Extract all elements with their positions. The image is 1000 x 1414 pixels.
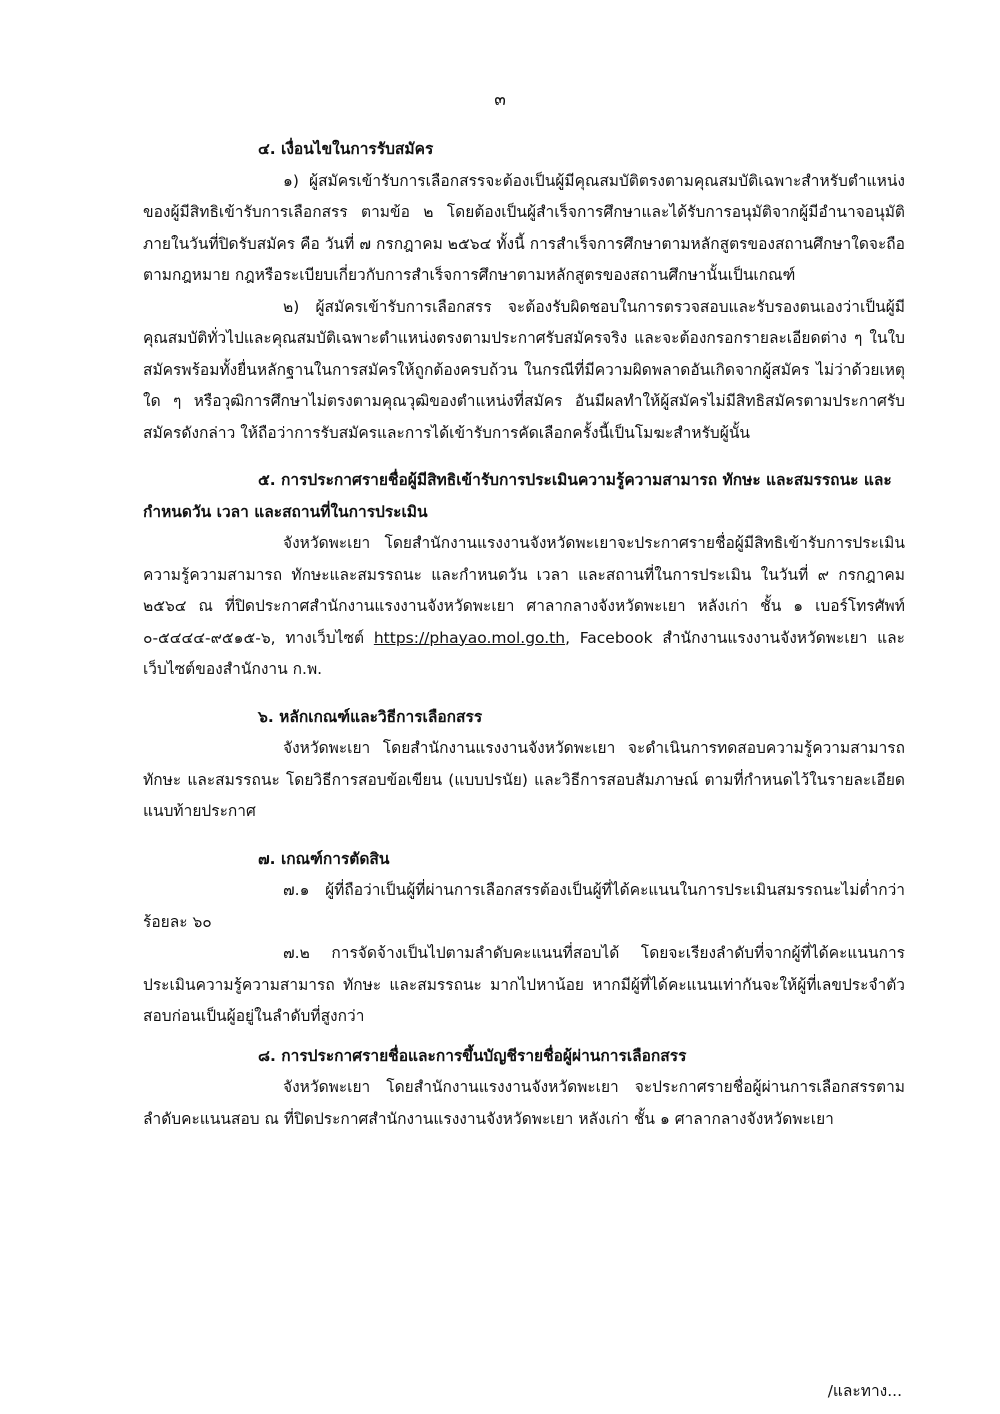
- section-7-paragraph-2: ๗.๒ การจัดจ้างเป็นไปตามลำดับคะแนนที่สอบได้ โดยจะเรียงลำดับที่จากผู้ที่ได้คะแนนการประเมินความรู้ความสามารถ ทักษะ และสมรรถนะ มากไปหาน้อย หากมีผู้ที่ได้คะแนนเท่ากันจะให้ผู้ที่เลขประจำตัวสอบก่อนเป็นผู้อยู่ในลำดับที่สูงกว่า: [143, 944, 905, 1025]
- section-5-heading: ๕. การประกาศรายชื่อผู้มีสิทธิเข้ารับการประเมินความรู้ความสามารถ ทักษะ และสมรรถนะ และกำหนดวัน เวลา และสถานที่ในการประเมิน: [143, 471, 892, 521]
- section-8-paragraph-1: จังหวัดพะเยา โดยสำนักงานแรงงานจังหวัดพะเยา จะประกาศรายชื่อผู้ผ่านการเลือกสรรตามลำดับคะแนนสอบ ณ ที่ปิดประกาศสำนักงานแรงงานจังหวัดพะเยา หลังเก่า ชั้น ๑ ศาลากลางจังหวัดพะเยา: [143, 1078, 905, 1128]
- section-7-paragraph-1: ๗.๑ ผู้ที่ถือว่าเป็นผู้ที่ผ่านการเลือกสรรต้องเป็นผู้ที่ได้คะแนนในการประเมินสมรรถนะไม่ต่ำกว่าร้อยละ ๖๐: [143, 881, 905, 931]
- document-body: [143, 134, 905, 1135]
- section-4-paragraph-1: ๑) ผู้สมัครเข้ารับการเลือกสรรจะต้องเป็นผู้มีคุณสมบัติตรงตามคุณสมบัติเฉพาะสำหรับตำแหน่งของผู้มีสิทธิเข้ารับการเลือกสรร ตามข้อ ๒ โดยต้องเป็นผู้สำเร็จการศึกษาและได้รับการอนุมัติจากผู้มีอำนาจอนุมัติภายในวันที่ปิดรับสมัคร คือ วันที่ ๗ กรกฎาคม ๒๕๖๔ ทั้งนี้ การสำเร็จการศึกษาตามหลักสูตรของสถานศึกษาใดจะถือตามกฎหมาย กฎหรือระเบียบเกี่ยวกับการสำเร็จการศึกษาตามหลักสูตรของสถานศึกษานั้นเป็นเกณฑ์: [143, 171, 905, 284]
- section-6-paragraph-1: จังหวัดพะเยา โดยสำนักงานแรงงานจังหวัดพะเยา จะดำเนินการทดสอบความรู้ความสามารถ ทักษะ และสมรรถนะ โดยวิธีการสอบข้อเขียน (แบบปรนัย) และวิธีการสอบสัมภาษณ์ ตามที่กำหนดไว้ในรายละเอียดแนบท้ายประกาศ: [143, 739, 905, 820]
- page-number: ๓: [494, 90, 506, 110]
- section-5-text-after-link: , Facebook สำนักงานแรงงานจังหวัดพะเยา และเว็บไซต์ของสำนักงาน ก.พ.: [143, 628, 905, 678]
- section-5-text-before-link: จังหวัดพะเยา โดยสำนักงานแรงงานจังหวัดพะเยาจะประกาศรายชื่อผู้มีสิทธิเข้ารับการประเมินความรู้ความสามารถ ทักษะและสมรรถนะ และกำหนดวัน เวลา และสถานที่ในการประเมิน ในวันที่ ๙ กรกฎาคม ๒๕๖๔ ณ ที่ปิดประกาศสำนักงานแรงงานจังหวัดพะเยา ศาลากลางจังหวัดพะเยา หลังเก่า ชั้น ๑ เบอร์โทรศัพท์ ๐-๕๔๔๔-๙๕๑๕-๖, ทางเว็บไซต์: [143, 534, 905, 647]
- section-5-paragraph-1: [143, 528, 905, 686]
- section-4-heading: ๔. เงื่อนไขในการรับสมัคร: [258, 140, 434, 158]
- section-4-paragraph-2: ๒) ผู้สมัครเข้ารับการเลือกสรร จะต้องรับผิดชอบในการตรวจสอบและรับรองตนเองว่าเป็นผู้มีคุณสมบัติทั่วไปและคุณสมบัติเฉพาะตำแหน่งตรงตามประกาศรับสมัครจริง และจะต้องกรอกรายละเอียดต่าง ๆ ในใบสมัครพร้อมทั้งยื่นหลักฐานในการสมัครให้ถูกต้องครบถ้วน ในกรณีที่มีความผิดพลาดอันเกิดจากผู้สมัคร ไม่ว่าด้วยเหตุใด ๆ หรือวุฒิการศึกษาไม่ตรงตามคุณวุฒิของตำแหน่งที่สมัคร อันมีผลทำให้ผู้สมัครไม่มีสิทธิสมัครตามประกาศรับสมัครดังกล่าว ให้ถือว่าการรับสมัครและการได้เข้ารับการคัดเลือกครั้งนี้เป็นโมฆะสำหรับผู้นั้น: [143, 297, 905, 442]
- continuation-marker: /และทาง...: [827, 1382, 902, 1400]
- website-link[interactable]: https://phayao.mol.go.th: [373, 628, 566, 647]
- section-7-heading: ๗. เกณฑ์การตัดสิน: [258, 849, 390, 868]
- section-6-heading: ๖. หลักเกณฑ์และวิธีการเลือกสรร: [258, 707, 483, 726]
- section-8-heading: ๘. การประกาศรายชื่อและการขึ้นบัญชีรายชื่อผู้ผ่านการเลือกสรร: [258, 1046, 687, 1065]
